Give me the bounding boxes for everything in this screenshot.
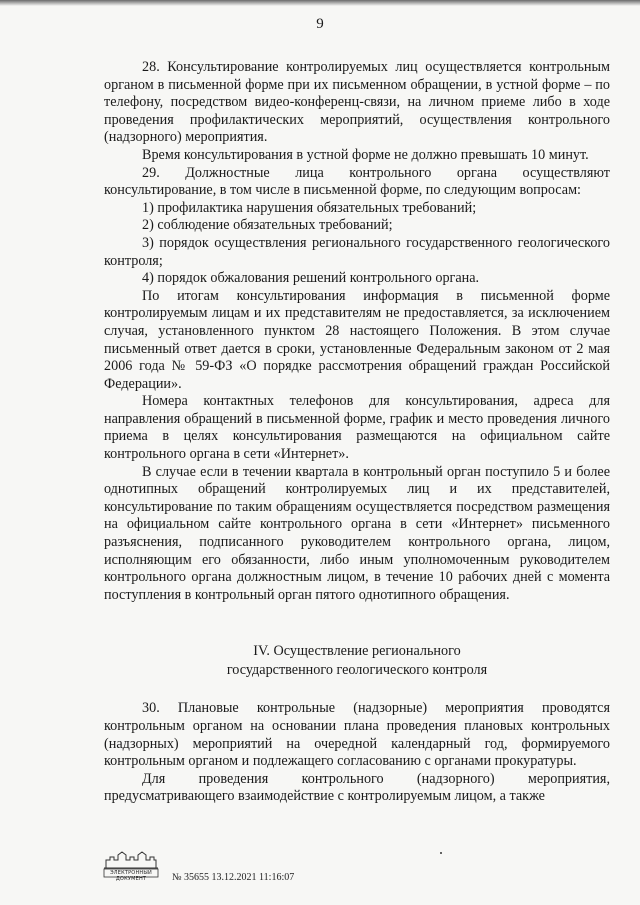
- list-item: 4) порядок обжалования решений контрольного органа.: [142, 270, 480, 287]
- paragraph-28: 28. Консультирование контролируемых лиц осуществляется контрольным органом в письменной форме при их письменном обращении, в устной форме – по телефону, посредством видео-конференц-связи, на личном приеме либо в ходе проведения профилактических мероприятий, осуществления контрольного (надзорного) мероприятия.: [104, 59, 610, 146]
- paragraph-30: 30. Плановые контрольные (надзорные) мероприятия проводятся контрольным органом на основании плана проведения плановых контрольных (надзорных) мероприятий на очередной календарный год, формируемого контрольным органом и подлежащего согласованию с органами прокуратуры.: [104, 700, 610, 770]
- section-heading-line1: IV. Осуществление регионального: [253, 643, 461, 660]
- page-number: 9: [316, 16, 324, 32]
- paragraph-quarter-appeals: В случае если в течении квартала в контрольный орган поступило 5 и более однотипных обращений контролируемых лиц и их представителей, консультирование по таким обращениям осуществляется посредством размещения на официальном сайте контрольного органа в сети «Интернет» письменного разъяснения, подписанного руководителем контрольного органа, лицом, исполняющим его обязанности, либо иным уполномоченным руководителем контрольного органа должностным лицом, в течение 10 рабочих дней с момента поступления в контрольный орган пятого однотипного обращения.: [104, 463, 610, 603]
- scan-speck: [440, 852, 442, 854]
- paragraph-consult-results: По итогам консультирования информация в письменной форме контролируемым лицам и их представителям не предоставляется, за исключением случая, установленного пунктом 28 настоящего Положения. В этом случае письменный ответ дается в сроки, установленные Федеральным законом от 2 мая 2006 года № 59-ФЗ «О порядке рассмотрения обращений граждан Российской Федерации».: [104, 287, 610, 392]
- paragraph-29: 29. Должностные лица контрольного органа осуществляют консультирование, в том числе в письменной форме, по следующим вопросам:: [104, 164, 610, 199]
- paragraph-last: Для проведения контрольного (надзорного) мероприятия, предусматривающего взаимодействие с контролируемым лицом, а также: [104, 770, 610, 805]
- section-heading-line2: государственного геологического контроля: [226, 662, 488, 679]
- document-id: № 35655 13.12.2021 11:16:07: [172, 872, 295, 883]
- document-body: [104, 59, 610, 806]
- list-item: 2) соблюдение обязательных требований;: [142, 217, 393, 234]
- stamp-text: ЭЛЕКТРОННЫЙ ДОКУМЕНТ: [110, 870, 152, 882]
- list-item: 3) порядок осуществления регионального государственного геологического контроля;: [104, 234, 610, 269]
- footer: [100, 848, 420, 888]
- list-item: 1) профилактика нарушения обязательных требований;: [142, 199, 477, 216]
- paragraph-consult-time: Время консультирования в устной форме не должно превышать 10 минут.: [142, 146, 589, 163]
- scan-edge: [0, 0, 640, 6]
- paragraph-contact-phones: Номера контактных телефонов для консультирования, адреса для направления обращений в письменной форме, график и место проведения личного приема в целях консультирования размещаются на официальном сайте контрольного органа в сети «Интернет».: [104, 393, 610, 463]
